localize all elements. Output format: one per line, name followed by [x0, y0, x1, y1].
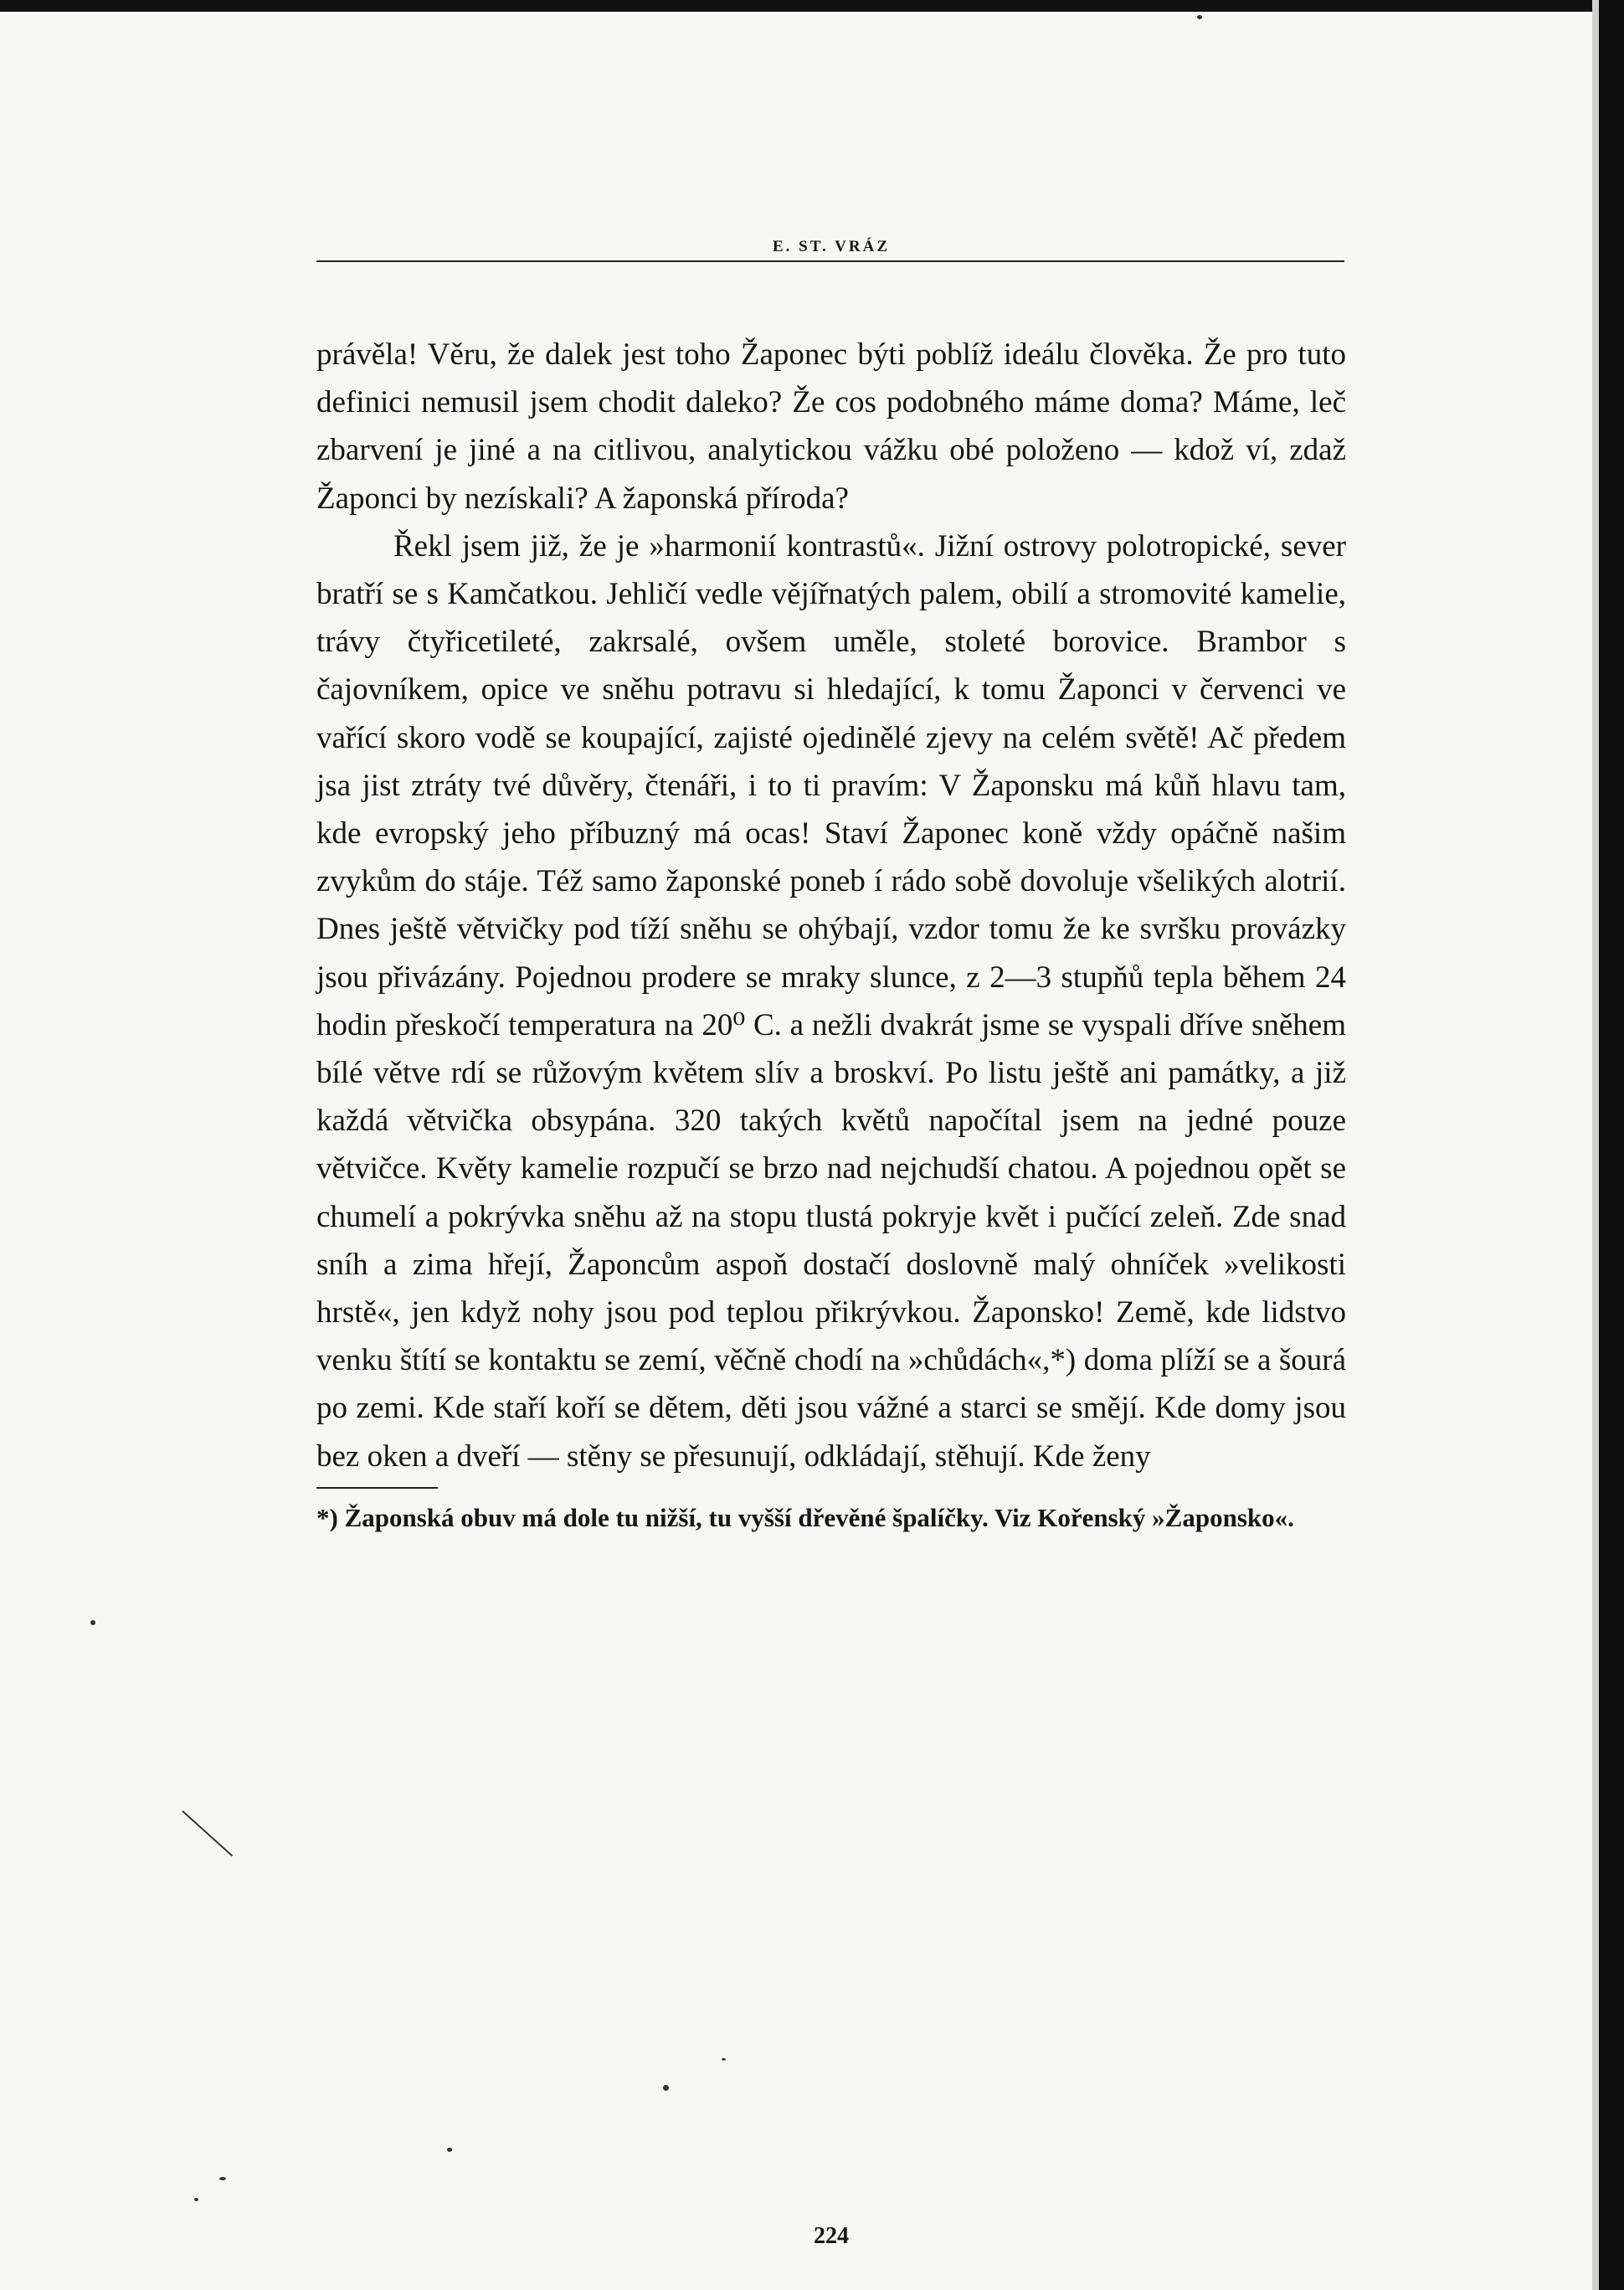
scan-speck — [219, 2177, 226, 2180]
scan-border-top — [0, 0, 1624, 12]
scan-speck — [90, 1620, 95, 1625]
header-rule — [316, 260, 1344, 262]
scan-speck — [722, 2058, 726, 2061]
paragraph-2: Řekl jsem již, že je »harmonií kontrastů«. Jižní ostrovy polotropické, sever bratří se s Kamčatkou. Jehličí vedle vějířnatých palem, obilí a stromovité kamelie, trávy čtyřicetileté, zakrsalé, ovšem uměle, stoleté borovice. Brambor s čajovníkem, opice ve sněhu potravu si hledající, k tomu Žaponci v červenci ve vařící skoro vodě se koupající, zajisté ojedinělé zjevy na celém světě! Ač předem jsa jist ztráty tvé důvěry, čtenáři, i to ti pravím: V Žaponsku má kůň hlavu tam, kde evropský jeho příbuzný má ocas! Staví Žaponec koně vždy opáčně našim zvykům do stáje. Též samo žaponské poneb í rádo sobě dovoluje všelikých alotrií. Dnes ještě větvičky pod tíží sněhu se ohýbají, vzdor tomu že ke svršku provázky jsou přivázány. Pojednou prodere se mraky slunce, z 2—3 stupňů tepla během 24 hodin přeskočí temperatura na 20⁰ C. a nežli dvakrát jsme se vyspali dříve sněhem bílé větve rdí se růžovým květem slív a broskví. Po listu ještě ani památky, a již každá větvička obsypána. 320 takých květů napočítal jsem na jedné pouze větvičce. Květy kamelie rozpučí se brzo nad nejchudší chatou. A pojednou opět se chumelí a pokrývka sněhu až na stopu tlustá pokryje květ i pučící zeleň. Zde snad sníh a zima hřejí, Žaponcům aspoň dostačí doslovně malý ohníček »velikosti hrstě«, jen když nohy jsou pod teplou přikrývkou. Žaponsko! Země, kde lidstvo venku štítí se kontaktu se zemí, věčně chodí na »chůdách«,*) doma plíží se a šourá po zemi. Kde staří koří se dětem, děti jsou vážné a starci se smějí. Kde domy jsou bez oken a dveří — stěny se přesunují, odkládají, stěhují. Kde ženy — [316, 528, 1346, 1474]
scan-border-right-light — [1592, 0, 1599, 2290]
scan-speck — [1197, 15, 1202, 19]
scan-speck — [447, 2148, 452, 2152]
scan-border-right — [1599, 0, 1624, 2290]
page-number: 224 — [814, 2223, 849, 2249]
paragraph-1: právěla! Věru, že dalek jest toho Žaponec býti poblíž ideálu člověka. Že pro tuto definici nemusil jsem chodit daleko? Že cos podobného máme doma? Máme, leč zbarvení je jiné a na citlivou, analytickou vážku obé položeno — kdož ví, zdaž Žaponci by nezískali? A žaponská příroda? — [316, 337, 1346, 516]
body-text — [316, 331, 1346, 1480]
running-head: E. ST. VRÁZ — [773, 238, 890, 255]
footnote-rule — [316, 1487, 438, 1489]
scan-scratch — [182, 1810, 233, 1856]
scan-speck — [194, 2198, 198, 2201]
page-content — [316, 234, 1346, 2249]
scan-speck — [663, 2085, 669, 2091]
footnote: *) Žaponská obuv má dole tu nižší, tu vyšší dřevěné špalíčky. Viz Kořenský »Žaponsko«. — [316, 1502, 1294, 1532]
